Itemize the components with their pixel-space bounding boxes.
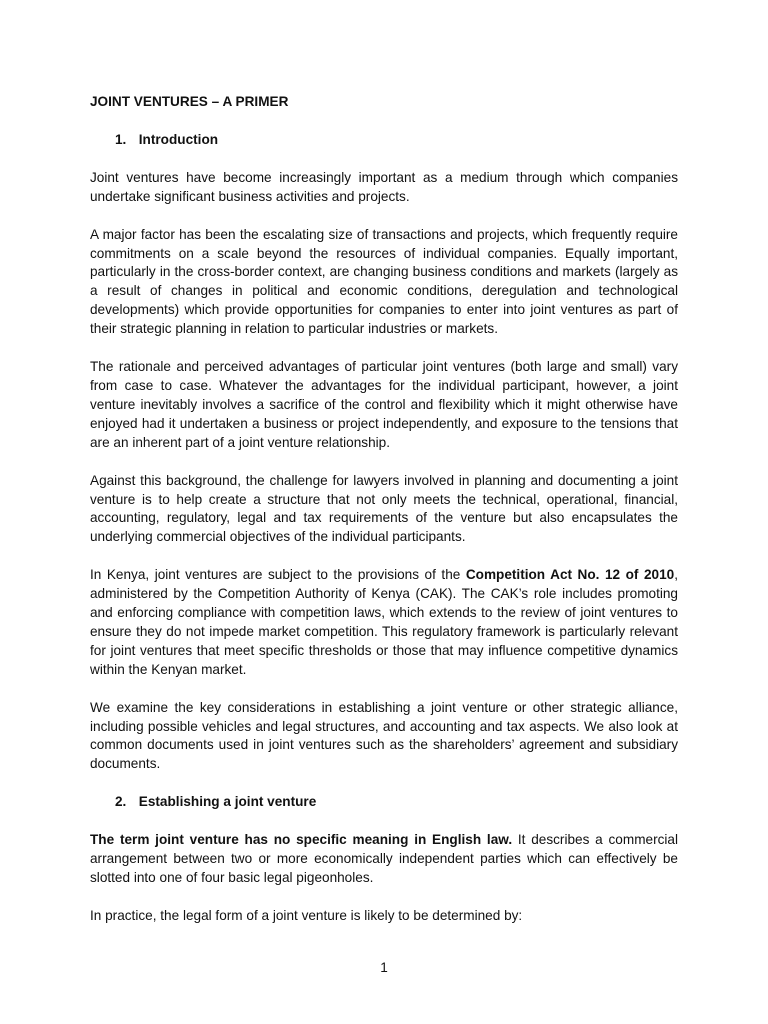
section-heading-text: Establishing a joint venture (138, 794, 317, 810)
competition-act-reference: Competition Act No. 12 of 2010 (465, 567, 675, 583)
paragraph-kenya (90, 566, 678, 679)
paragraph-major-factor: A major factor has been the escalating size of transactions and projects, which frequently require commitments on a scale beyond the resources of individual companies. Equally important, particularly in the cross-border context, are changing business conditions and markets (largely as a result of changes in political and economic conditions, deregulation and technological developments) which provide opportunities for companies to enter into joint ventures as part of their strategic planning in relation to particular industries or markets. (90, 226, 678, 337)
kenya-text-start: In Kenya, joint ventures are subject to the provisions of the (90, 567, 466, 583)
paragraph-challenge: Against this background, the challenge for lawyers involved in planning and documenting a joint venture is to help create a structure that not only meets the technical, operational, financial, accounting, regulatory, legal and tax requirements of the venture but also encapsulates the underlying commercial objectives of the individual participants. (90, 472, 678, 545)
section-number: 2. (115, 794, 127, 810)
section-number: 1. (115, 131, 127, 147)
kenya-text-end: , administered by the Competition Authority of Kenya (CAK). The CAK’s role includes promoting and enforcing compliance with competition laws, which extends to the review of joint ventures to ensure they do not impede market competition. This regulatory framework is particularly relevant for joint ventures that meet specific thresholds or those that may influence competitive dynamics within the Kenyan market. (90, 567, 678, 677)
paragraph-practice: In practice, the legal form of a joint venture is likely to be determined by: (90, 907, 523, 923)
page-number: 1 (380, 960, 388, 975)
paragraph-term (90, 831, 678, 888)
section-heading-text: Introduction (138, 131, 219, 147)
section-heading-introduction (90, 131, 678, 150)
paragraph-intro: Joint ventures have become increasingly important as a medium through which companies undertake significant business activities and projects. (90, 169, 678, 204)
paragraph-examine: We examine the key considerations in establishing a joint venture or other strategic alliance, including possible vehicles and legal structures, and accounting and tax aspects. We also look at common documents used in joint ventures such as the shareholders’ agreement and subsidiary documents. (90, 699, 678, 772)
section-heading-establishing (90, 793, 678, 812)
document-body (90, 93, 678, 945)
term-text: It describes a commercial arrangement between two or more economically independent parties which can effectively be slotted into one of four basic legal pigeonholes. (90, 832, 678, 885)
term-definition-bold: The term joint venture has no specific meaning in English law. (90, 832, 513, 848)
document-title: JOINT VENTURES – A PRIMER (90, 94, 289, 109)
paragraph-rationale: The rationale and perceived advantages of particular joint ventures (both large and small) vary from case to case. Whatever the advantages for the individual participant, however, a joint venture inevitably involves a sacrifice of the control and flexibility which it might otherwise have enjoyed had it undertaken a business or project independently, and exposure to the tensions that are an inherent part of a joint venture relationship. (90, 359, 678, 450)
